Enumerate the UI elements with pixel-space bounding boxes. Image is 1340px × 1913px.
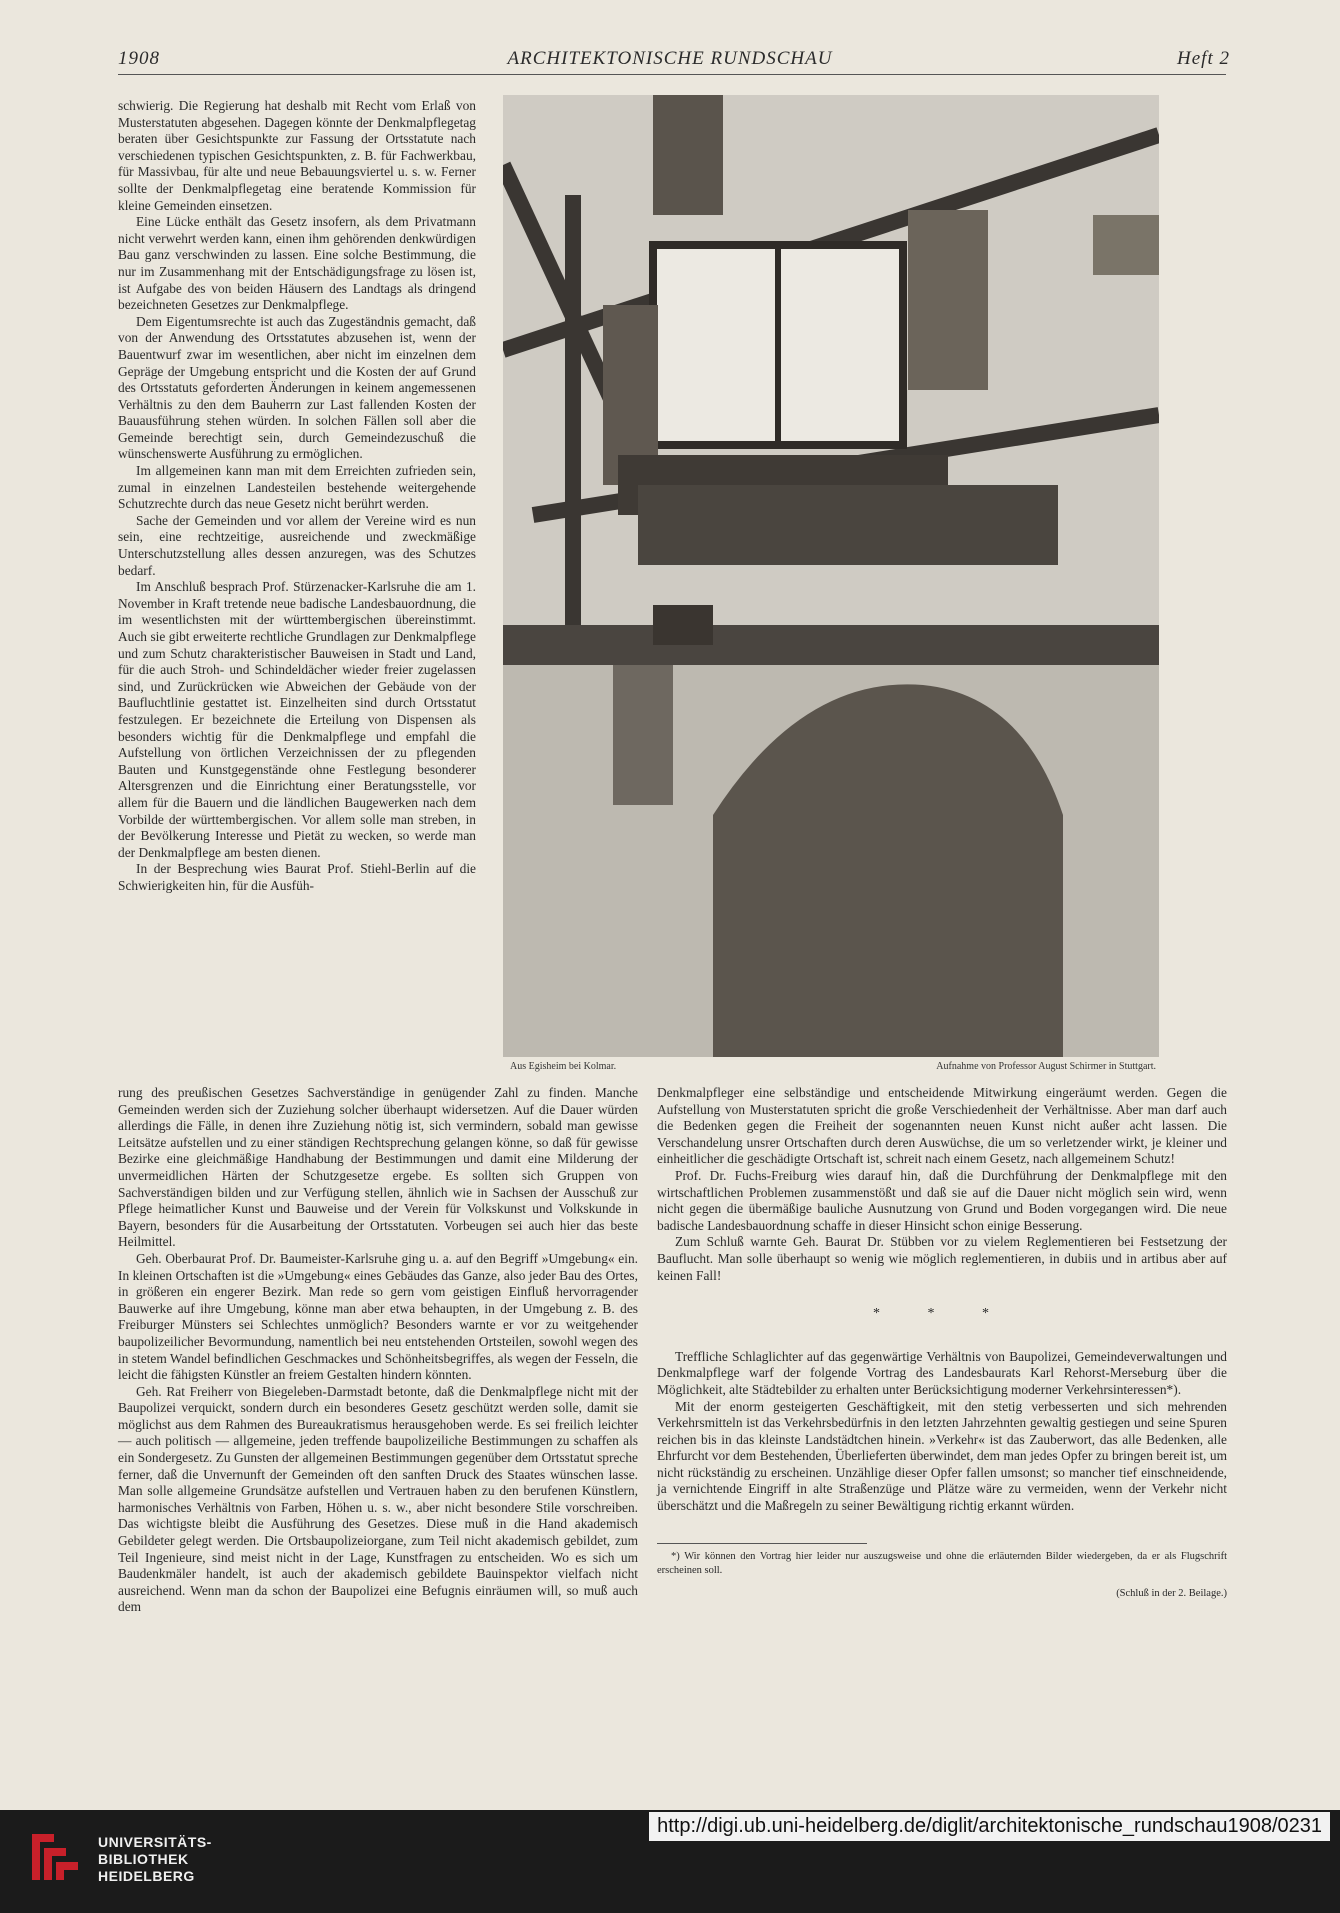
- caption-credit: Aufnahme von Professor August Schirmer in Stuttgart.: [936, 1061, 1156, 1072]
- footnote-rule: [657, 1543, 867, 1544]
- caption-location: Aus Egisheim bei Kolmar.: [510, 1061, 617, 1072]
- paragraph: Denkmalpfleger eine selbständige und entscheidende Mitwirkung eingeräumt werden. Gegen die Aufstellung von Musterstatuten spricht die große Verschiedenheit der Verhältnisse. Aber man darf auch die Bedenken gegen die Freiheit der sogenannten neuen Kunst nicht außer acht lassen. Die Verschandelung unsrer Ortschaften durch deren Auswüchse, die um so verletzender wirkt, je kleiner und einheitlicher die geschädigte Ortschaft ist, schreit nach einem Gesetz, nach allgemeinem Schutz!: [657, 1085, 1227, 1167]
- footnote: *) Wir können den Vortrag hier leider nur auszugsweise und ohne die erläuternden Bilder wiedergeben, da er als Flugschrift erscheinen soll.: [657, 1550, 1227, 1576]
- paragraph: Im allgemeinen kann man mit dem Erreichten zufrieden sein, zumal in einzelnen Landesteilen bestehende weitergehende Schutzrechte durch das neue Gesetz nicht berührt werden.: [118, 463, 476, 512]
- paragraph: Eine Lücke enthält das Gesetz insofern, als dem Privatmann nicht verwehrt werden kann, einen ihm gehörenden denkwürdigen Bau ganz verschwinden zu lassen. Eine solche Bestimmung, die nur im Zusammenhang mit der Entschädigungsfrage zu lösen ist, ist Aufgabe des von beiden Häusern des Landtags als dringend bezeichneten Gesetzes zur Denkmalpflege.: [118, 214, 476, 313]
- paragraph: schwierig. Die Regierung hat deshalb mit Recht vom Erlaß von Musterstatuten abgesehen. Dagegen könnte der Denkmalpflegetag beraten über Gesichtspunkte zur Fassung der Ortsstatute nach verschiedenen typischen Gesichtspunkten, z. B. für Fachwerkbau, für Massivbau, für alte und neue Bebauungsviertel u. s. w. Ferner sollte der Denkmalpflegetag eine beratende Kommission für kleine Gemeinden einsetzen.: [118, 98, 476, 213]
- paragraph: Mit der enorm gesteigerten Geschäftigkeit, mit den stetig verbesserten und sich mehrenden Verkehrsmitteln ist das Verkehrsbedürfnis in den letzten Jahrzehnten gewaltig gestiegen und seine Spuren reichen bis in das kleinste Landstädtchen hinein. »Verkehr« ist das Zauberwort, das alle Bedenken, alle Ehrfurcht vor dem Bestehenden, Überlieferten überwindet, dem man jedes Opfer zu bringen bereit ist, um nicht rückständig zu erscheinen. Unzählige dieser Opfer fallen umsonst; so mancher tief einschneidende, ja vernichtende Eingriff in alte Straßenzüge und Plätze wäre zu vermeiden, wenn der Verkehr nicht überschätzt und die Maßregeln zu seiner Bewältigung richtig erkannt würden.: [657, 1398, 1227, 1514]
- paragraph: Sache der Gemeinden und vor allem der Vereine wird es nun sein, eine rechtzeitige, ausreichende und zweckmäßige Unterschutzstellung alles dessen anzuregen, was des Schutzes bedarf.: [118, 512, 476, 578]
- right-column-bottom: [657, 1085, 1227, 1602]
- paragraph: In der Besprechung wies Baurat Prof. Stiehl-Berlin auf die Schwierigkeiten hin, für die Ausfüh-: [118, 861, 476, 893]
- university-library-logo-icon: [24, 1830, 82, 1884]
- left-column-bottom: [118, 1085, 638, 1616]
- header-journal-title: ARCHITEKTONISCHE RUNDSCHAU: [507, 48, 833, 69]
- logo-text-line-2: BIBLIOTHEK: [98, 1851, 189, 1867]
- house-illustration: [503, 95, 1159, 1057]
- paragraph: Dem Eigentumsrechte ist auch das Zugeständnis gemacht, daß von der Anwendung des Ortsstatutes abzusehen ist, wenn der Bauentwurf zwar im wesentlichen, aber nicht im einzelnen dem Gepräge der Umgebung entspricht und die Kosten der auf Grund des Ortsstatuts geforderten Änderungen in keinem angemessenen Verhältnis zu den dem Bauherrn zur Last fallenden Kosten der Bauausführung stehen würden. In solchen Fällen soll aber die Gemeinde berechtigt sein, durch Gemeindezuschuß die wünschenswerte Ausführung zu ermöglichen.: [118, 313, 476, 462]
- logo-text-line-3: HEIDELBERG: [98, 1868, 195, 1884]
- paragraph: Im Anschluß besprach Prof. Stürzenacker-Karlsruhe die am 1. November in Kraft tretende neue badische Landesbauordnung, die im wesentlichsten mit der württembergischen übereinstimmt. Auch sie gibt erweiterte rechtliche Grundlagen zur Denkmalpflege und zum Schutz charakteristischer Bauweisen in Stadt und Land, für die auch Stroh- und Schindeldächer wieder freier zugelassen sind, und Zurückrücken wie Abweichen der Gebäude von der Baufluchtlinie gestattet ist. Einzelheiten sind durch Ortsstatut festzulegen. Er bezeichnete die Erteilung von Dispensen als besonders wichtig für die Denkmalpflege und empfahl die Aufstellung von örtlichen Verzeichnissen der zu pflegenden Bauten und Kunstgegenstände ohne Festlegung besonderer Altersgrenzen und die Einrichtung einer Beratungsstelle, vor allem für die Bauern und die ländlichen Baugewerken nach dem Vorbilde der württembergischen. Vor allem solle man streben, in der Bevölkerung Interesse und Pietät zu wecken, so werde man der Denkmalpflege am besten dienen.: [118, 579, 476, 860]
- paragraph: Zum Schluß warnte Geh. Baurat Dr. Stübben vor zu vielem Reglementieren bei Festsetzung der Bauflucht. Man solle überhaupt so wenig wie möglich reglementieren, in dubiis und in artibus aber auf keinen Fall!: [657, 1234, 1227, 1283]
- paragraph: Prof. Dr. Fuchs-Freiburg wies darauf hin, daß die Durchführung der Denkmalpflege mit den wirtschaftlichen Problemen zusammenstößt und daß sie auf die Dauer nicht möglich sein wird, wenn nicht gegen die übermäßige bauliche Ausnutzung von Grund und Boden vorgegangen wird. Die neue badische Landesbauordnung schaffe in dieser Hinsicht schon einige Besserung.: [657, 1167, 1227, 1233]
- source-url-link[interactable]: http://digi.ub.uni-heidelberg.de/diglit/architektonische_rundschau1908/0231: [649, 1812, 1330, 1841]
- header-year: 1908: [118, 48, 160, 69]
- logo-text-line-1: UNIVERSITÄTS-: [98, 1834, 212, 1850]
- header-rule: [118, 74, 1226, 75]
- paragraph: Geh. Rat Freiherr von Biegeleben-Darmstadt betonte, daß die Denkmalpflege nicht mit der Baupolizei verquickt, sondern durch ein besonderes Gesetz geschützt werden solle, damit sie möglichst aus dem Rahmen des Bureaukratismus herausgehoben werde. Es sei freilich leichter — auch politisch — allgemeine, jeden treffende baupolizeiliche Bestimmungen zu schaffen als ein Sondergesetz. Zu Gunsten der allgemeinen Bestimmungen gegenüber dem Ortsstatut spreche ferner, daß die Unvernunft der Gemeinden oft den sanften Druck des Staates wünschen lasse. Man solle allgemeine Grundsätze aufstellen und Vertrauen haben zu den berufenen Künstlern, harmonisches Verhältnis von Farben, Höhen u. s. w., aber nicht besondere Stile vorschreiben. Das wichtigste bleibt die Ausführung des Gesetzes. Diese muß in die Hand akademisch Gebildeter gelegt werden. Die Ortsbaupolizeiorgane, zum Teil nicht akademisch gebildet, zum Teil Ingenieure, sind meist nicht in der Lage, Kunstfragen zu entscheiden. Wo es sich um Baudenkmäler handelt, ist auch der akademisch gebildete Bauinspektor vielfach nicht ausreichend. Wenn man da schon der Baupolizei eine Befugnis einräumen will, so muß auch dem: [118, 1383, 638, 1615]
- paragraph: Geh. Oberbaurat Prof. Dr. Baumeister-Karlsruhe ging u. a. auf den Begriff »Umgebung« ein. In kleinen Ortschaften ist die »Umgebung« eines Gebäudes das Ganze, also jeder Bau des Ortes, in größeren ein engerer Bezirk. Man rede so gern vom geistigen Einfluß hervorragender Bauwerke auf ihre Umgebung, könne man aber etwa behaupten, in der Umgebung z. B. des Freiburger Münsters sei Schlechtes unmöglich? Besonders warnte er vor zu weitgehender baupolizeilicher Bevormundung, namentlich bei neu entstehenden Ortsteilen, sowohl wegen des in stetem Wandel befindlichen Geschmackes und Schönheitsbegriffes, als wegen der Fesseln, die leicht die fähigsten Künstler an freiem Gestalten hindern könnten.: [118, 1250, 638, 1383]
- continuation-note: (Schluß in der 2. Beilage.): [1116, 1587, 1227, 1599]
- paragraph: Treffliche Schlaglichter auf das gegenwärtige Verhältnis von Baupolizei, Gemeindeverwaltungen und Denkmalpflege warf der folgende Vortrag des Landesbaurats Karl Rehorst-Merseburg über die Möglichkeit, alte Städtebilder zu erhalten unter Berücksichtigung moderner Verkehrsinteressen*).: [657, 1348, 1227, 1397]
- paragraph: rung des preußischen Gesetzes Sachverständige in genügender Zahl zu finden. Manche Gemeinden werden sich der Zuziehung solcher überhaupt widersetzen. Auf die Dauer würden allerdings die Fälle, in denen ihre Zuziehung nötig ist, sich vermindern, sobald man gewisse Leitsätze aufstellen und zu einer ständigen Rechtsprechung gelangen könne, so daß für gewisse Bezirke eine gleichmäßige Handhabung der Bestimmungen und damit eine Milderung der unvermeidlichen Härten der Schutzgesetze ergebe. Es sollten sich Gruppen von Sachverständigen bilden und zur Verfügung stellen, ähnlich wie in Sachsen der Ausschuß zur Pflege heimatlicher Kunst und Bauweise und der Verein für Volkskunst und Volkskunde in Bayern, besonders für die Ausarbeitung der Ortsstatuten. Vorbeugen sei auch hier das beste Heilmittel.: [118, 1085, 638, 1250]
- header-issue: Heft 2: [1177, 48, 1230, 69]
- section-divider-stars: * * *: [873, 1306, 1011, 1322]
- left-column-top: [118, 98, 476, 895]
